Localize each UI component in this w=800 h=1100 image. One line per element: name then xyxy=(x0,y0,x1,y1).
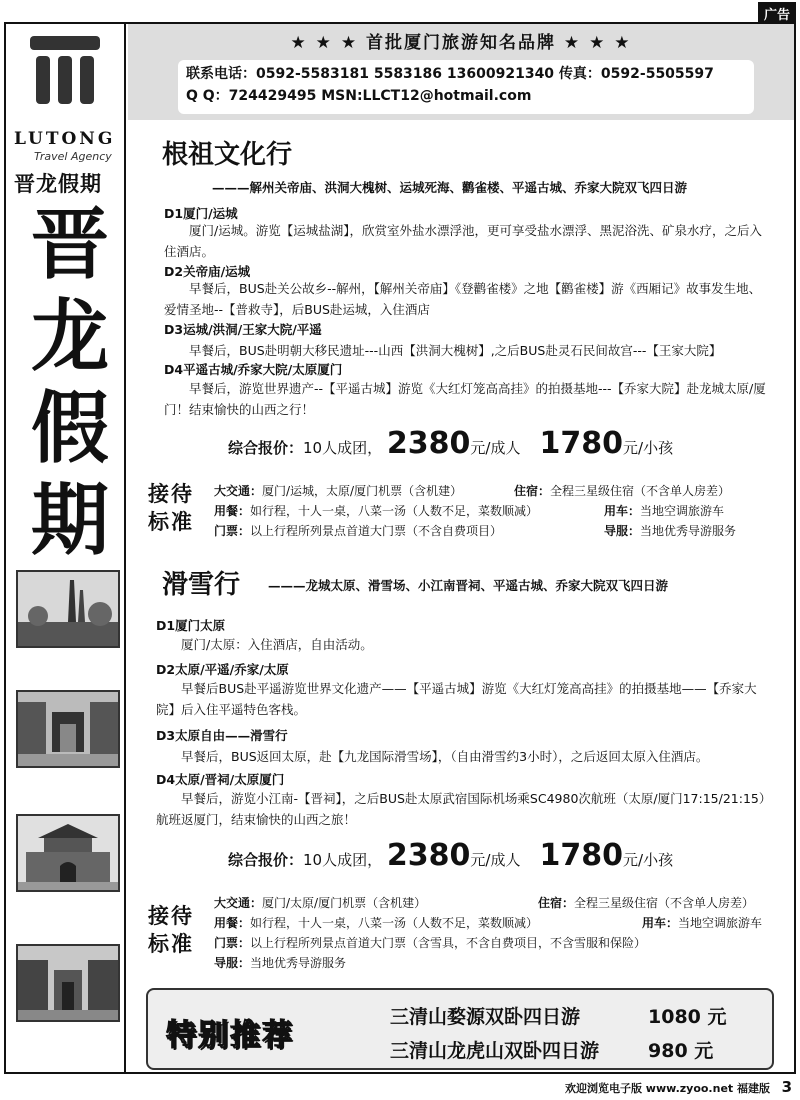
special-label: 特别推荐 xyxy=(166,1018,294,1053)
tour2-std-label: 接待 标准 xyxy=(148,904,194,956)
special-price-1: 1080 元 xyxy=(648,1006,727,1028)
tour1-guide: 导服：当地优秀导游服务 xyxy=(604,524,737,538)
tour2-day2-text: 早餐后BUS赴平遥游览世界文化遗产——【平遥古城】游览《大红灯笼高高挂》的拍摄基地——【乔家大院】后入住平遥特色客栈。 xyxy=(156,681,757,717)
tour1-day2-text: 早餐后，BUS赴关公故乡--解州，【解州关帝庙】《登鹳雀楼》之地【鹳雀楼】游《西厢记》故事发生地、爱情圣地--【普救寺】，后BUS赴运城，入住酒店 xyxy=(164,281,762,317)
pagoda-photo xyxy=(16,570,120,648)
contact-line-1: 联系电话：0592-5583181 5583186 13600921340 传真：0592-5505597 xyxy=(186,66,714,82)
tour1-stay: 住宿：全程三星级住宿（不含单人房差） xyxy=(514,484,731,498)
special-item-2: 三清山龙虎山双卧四日游 xyxy=(390,1040,600,1062)
tour2-car: 用车：当地空调旅游车 xyxy=(642,916,763,930)
tour1-meal: 用餐：如行程，十人一桌，八菜一汤（人数不足，菜数顺减） xyxy=(214,504,539,518)
tour2-guide: 导服：当地优秀导游服务 xyxy=(214,956,347,970)
brand-big-char-2: 龙 xyxy=(30,291,109,382)
tour2-title: 滑雪行 xyxy=(162,570,241,600)
page-number: 3 xyxy=(781,1078,792,1096)
slogan: ★ ★ ★ 首批厦门旅游知名品牌 ★ ★ ★ xyxy=(290,33,632,53)
special-price-2: 980 元 xyxy=(648,1040,714,1062)
brand-chinese-small: 晋龙假期 xyxy=(14,171,102,196)
gate-tower-photo xyxy=(16,814,120,892)
tour1-car: 用车：当地空调旅游车 xyxy=(604,504,725,518)
tour2-day4-text: 早餐后，游览小江南-【晋祠】，之后BUS赴太原武宿国际机场乘SC4980次航班（太原/厦门17:15/21:15）航班返厦门，结束愉快的山西之旅！ xyxy=(156,791,766,827)
tour2-day3-text: 早餐后，BUS返回太原，赴【九龙国际滑雪场】，（自由滑雪约3小时），之后返回太原入住酒店。 xyxy=(181,749,709,764)
brand-big-char-3: 假 xyxy=(30,383,109,474)
courtyard-photo xyxy=(16,690,120,768)
tour2-day4-head: D4太原/晋祠/太原厦门 xyxy=(156,772,285,787)
tour1-day3-head: D3运城/洪洞/王家大院/平遥 xyxy=(164,322,322,337)
lutong-logo-icon xyxy=(30,36,100,106)
footer-text: 欢迎浏览电子版 www.zyoo.net 福建版 xyxy=(564,1082,770,1095)
ad-tag: 广告 xyxy=(758,2,796,25)
tour1-day4-text: 早餐后，游览世界遗产--【平遥古城】游览《大红灯笼高高挂》的拍摄基地---【乔家大院】赴龙城太原/厦门！结束愉快的山西之行！ xyxy=(164,381,766,417)
tour1-traffic: 大交通：厦门/运城，太原/厦门机票（含机建） xyxy=(214,484,463,498)
tour1-title: 根祖文化行 xyxy=(162,140,293,170)
brand-english: LUTONG xyxy=(14,129,116,149)
tour1-std-label: 接待 标准 xyxy=(148,482,194,534)
tour2-price: 综合报价：10人成团， 2380元/成人 1780元/小孩 xyxy=(228,838,674,873)
tour2-day1-head: D1厦门太原 xyxy=(156,618,226,633)
tour2-meal: 用餐：如行程，十人一桌，八菜一汤（人数不足，菜数顺减） xyxy=(214,916,539,930)
tour2-day2-head: D2太原/平遥/乔家/太原 xyxy=(156,662,289,677)
brand-big-char-4: 期 xyxy=(30,475,109,566)
tour2-day3-head: D3太原自由——滑雪行 xyxy=(156,728,288,743)
special-recommend-box xyxy=(146,988,774,1070)
brand-column xyxy=(6,24,126,1072)
tour2-day1-text: 厦门/太原：入住酒店，自由活动。 xyxy=(181,637,373,652)
tour1-price: 综合报价：10人成团， 2380元/成人 1780元/小孩 xyxy=(228,426,674,461)
tour2-stay: 住宿：全程三星级住宿（不含单人房差） xyxy=(538,896,755,910)
tour1-day1-text: 厦门/运城。游览【运城盐湖】，欣赏室外盐水漂浮池，更可享受盐水漂浮、黑泥浴洗、矿泉水疗，之后入住酒店。 xyxy=(164,223,762,259)
brand-subtitle: Travel Agency xyxy=(34,150,112,163)
header-banner xyxy=(128,24,794,120)
tour1-day3-text: 早餐后，BUS赴明朝大移民遗址---山西【洪洞大槐树】,之后BUS赴灵石民间故宫---【王家大院】 xyxy=(189,343,722,358)
tour2-ticket: 门票：以上行程所列景点首道大门票（含雪具，不含自费项目，不含雪服和保险） xyxy=(214,936,647,950)
tour1-ticket: 门票：以上行程所列景点首道大门票（不含自费项目） xyxy=(214,524,503,538)
special-item-1: 三清山婺源双卧四日游 xyxy=(390,1006,581,1028)
tour1-day4-head: D4平遥古城/乔家大院/太原厦门 xyxy=(164,362,343,377)
contact-line-2: Q Q：724429495 MSN:LLCT12@hotmail.com xyxy=(186,88,532,104)
brand-big-char-1: 晋 xyxy=(30,199,109,290)
tour2-traffic: 大交通：厦门/太原/厦门机票（含机建） xyxy=(214,896,427,910)
tour2-subtitle: ———龙城太原、滑雪场、小江南晋祠、平遥古城、乔家大院双飞四日游 xyxy=(268,578,669,593)
contact-box xyxy=(178,60,754,114)
tour1-day1-head: D1厦门/运城 xyxy=(164,206,238,221)
tour1-day2-head: D2关帝庙/运城 xyxy=(164,264,251,279)
tour1-subtitle: ———解州关帝庙、洪洞大槐树、运城死海、鹳雀楼、平遥古城、乔家大院双飞四日游 xyxy=(212,180,688,195)
mansion-photo xyxy=(16,944,120,1022)
